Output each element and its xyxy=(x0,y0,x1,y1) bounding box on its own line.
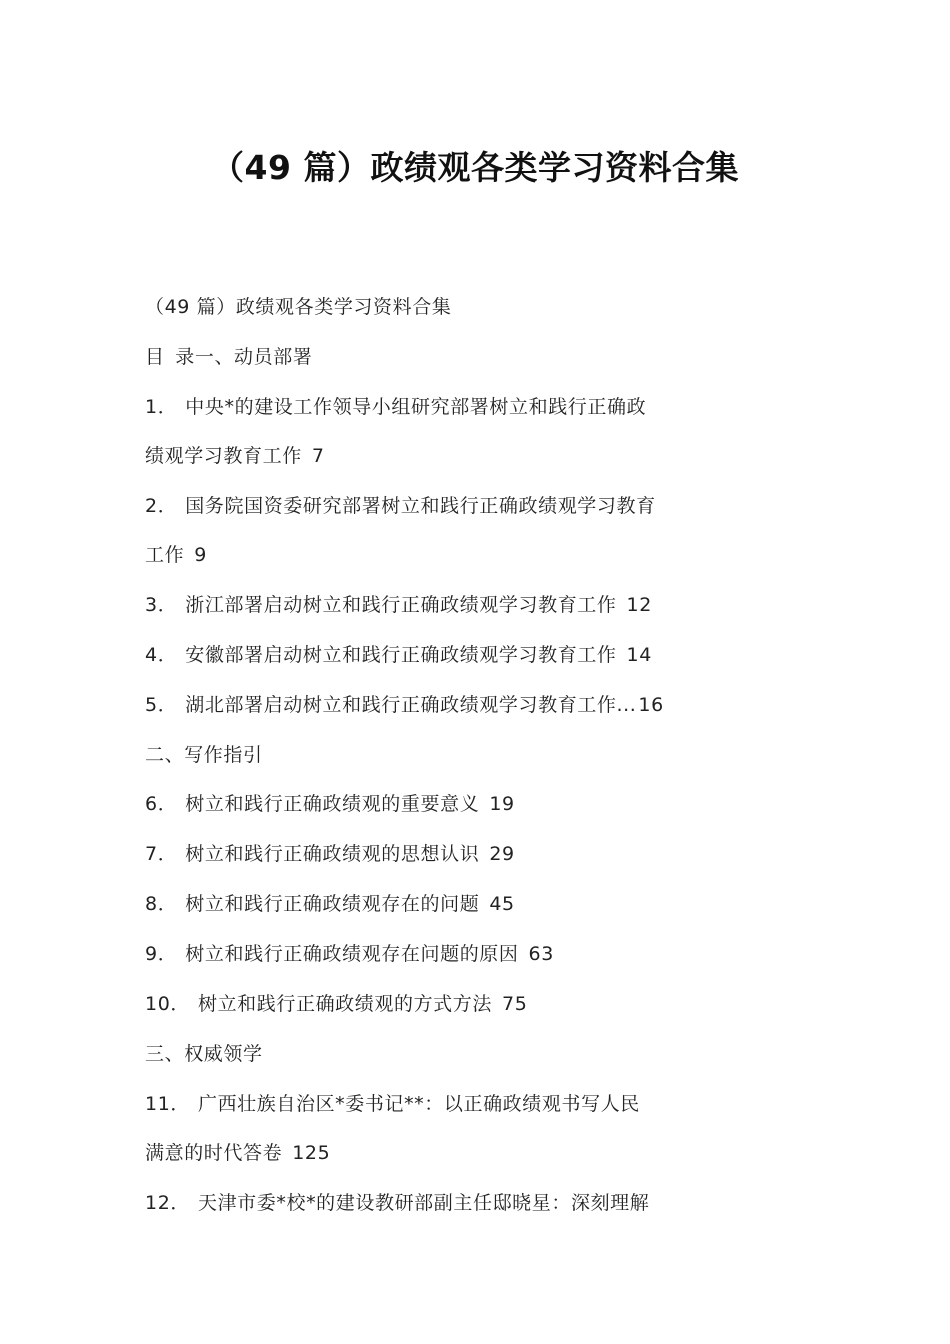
toc-item-text: 满意的时代答卷 xyxy=(145,1142,283,1164)
toc-item-text: 工作 xyxy=(145,544,185,566)
toc-page-number: 12 xyxy=(626,594,652,616)
toc-section-heading: 二、写作指引 xyxy=(145,744,263,766)
document-subtitle: （49 篇）政绩观各类学习资料合集 xyxy=(145,296,452,318)
toc-page-number: 14 xyxy=(626,644,652,666)
toc-item[interactable] xyxy=(145,1190,649,1216)
toc-item-number: 7． xyxy=(145,843,178,865)
toc-item-number: 9． xyxy=(145,943,178,965)
toc-item[interactable] xyxy=(145,692,664,718)
toc-item-text: 树立和践行正确政绩观的思想认识 xyxy=(185,843,480,865)
toc-item-text: 天津市委*校*的建设教研部副主任邸晓星：深刻理解 xyxy=(197,1192,650,1214)
toc-item-number: 1． xyxy=(145,396,178,418)
toc-item-number: 6． xyxy=(145,793,178,815)
toc-item-text: 树立和践行正确政绩观存在的问题 xyxy=(185,893,480,915)
toc-item[interactable] xyxy=(145,642,652,668)
toc-page-number: 9 xyxy=(194,544,207,566)
toc-item[interactable] xyxy=(145,841,515,867)
toc-page-number: 7 xyxy=(311,445,325,467)
toc-item-text: 中央*的建设工作领导小组研究部署树立和践行正确政 xyxy=(185,396,647,418)
toc-item-continuation[interactable] xyxy=(145,542,207,568)
toc-item[interactable] xyxy=(145,592,652,618)
toc-page-number: 45 xyxy=(489,893,515,915)
toc-item[interactable] xyxy=(145,493,656,519)
toc-item-number: 4． xyxy=(145,644,178,666)
toc-page-number: 19 xyxy=(489,793,515,815)
toc-heading: 目 录一、动员部署 xyxy=(145,346,313,368)
toc-item-text: 广西壮族自治区*委书记**：以正确政绩观书写人民 xyxy=(197,1093,640,1115)
toc-page-number: 125 xyxy=(292,1142,331,1164)
toc-item-continuation[interactable] xyxy=(145,1140,330,1166)
toc-item[interactable] xyxy=(145,394,646,420)
toc-item-text: 湖北部署启动树立和践行正确政绩观学习教育工作... xyxy=(185,694,637,716)
toc-item-text: 绩观学习教育工作 xyxy=(145,445,302,467)
toc-page-number: 29 xyxy=(489,843,515,865)
toc-page-number: 16 xyxy=(638,694,664,716)
toc-item-text: 国务院国资委研究部署树立和践行正确政绩观学习教育 xyxy=(185,495,656,517)
toc-page-number: 75 xyxy=(502,993,528,1015)
toc-item-number: 8． xyxy=(145,893,178,915)
toc-item-text: 树立和践行正确政绩观的方式方法 xyxy=(197,993,492,1015)
toc-section-heading: 三、权威领学 xyxy=(145,1043,263,1065)
toc-item-number: 5． xyxy=(145,694,178,716)
toc-item-text: 树立和践行正确政绩观的重要意义 xyxy=(185,793,480,815)
document-title: （49 篇）政绩观各类学习资料合集 xyxy=(211,148,739,187)
toc-item-number: 12． xyxy=(145,1192,190,1214)
toc-item-number: 2． xyxy=(145,495,178,517)
toc-item-number: 11． xyxy=(145,1093,190,1115)
toc-page-number: 63 xyxy=(528,943,554,965)
toc-item-text: 浙江部署启动树立和践行正确政绩观学习教育工作 xyxy=(185,594,617,616)
toc-item[interactable] xyxy=(145,991,527,1017)
toc-item-number: 3． xyxy=(145,594,178,616)
toc-item[interactable] xyxy=(145,1091,640,1117)
toc-item-number: 10． xyxy=(145,993,190,1015)
toc-item[interactable] xyxy=(145,941,554,967)
toc-item-text: 树立和践行正确政绩观存在问题的原因 xyxy=(185,943,519,965)
toc-item[interactable] xyxy=(145,891,515,917)
toc-item[interactable] xyxy=(145,791,515,817)
toc-item-continuation[interactable] xyxy=(145,443,325,469)
toc-item-text: 安徽部署启动树立和践行正确政绩观学习教育工作 xyxy=(185,644,617,666)
